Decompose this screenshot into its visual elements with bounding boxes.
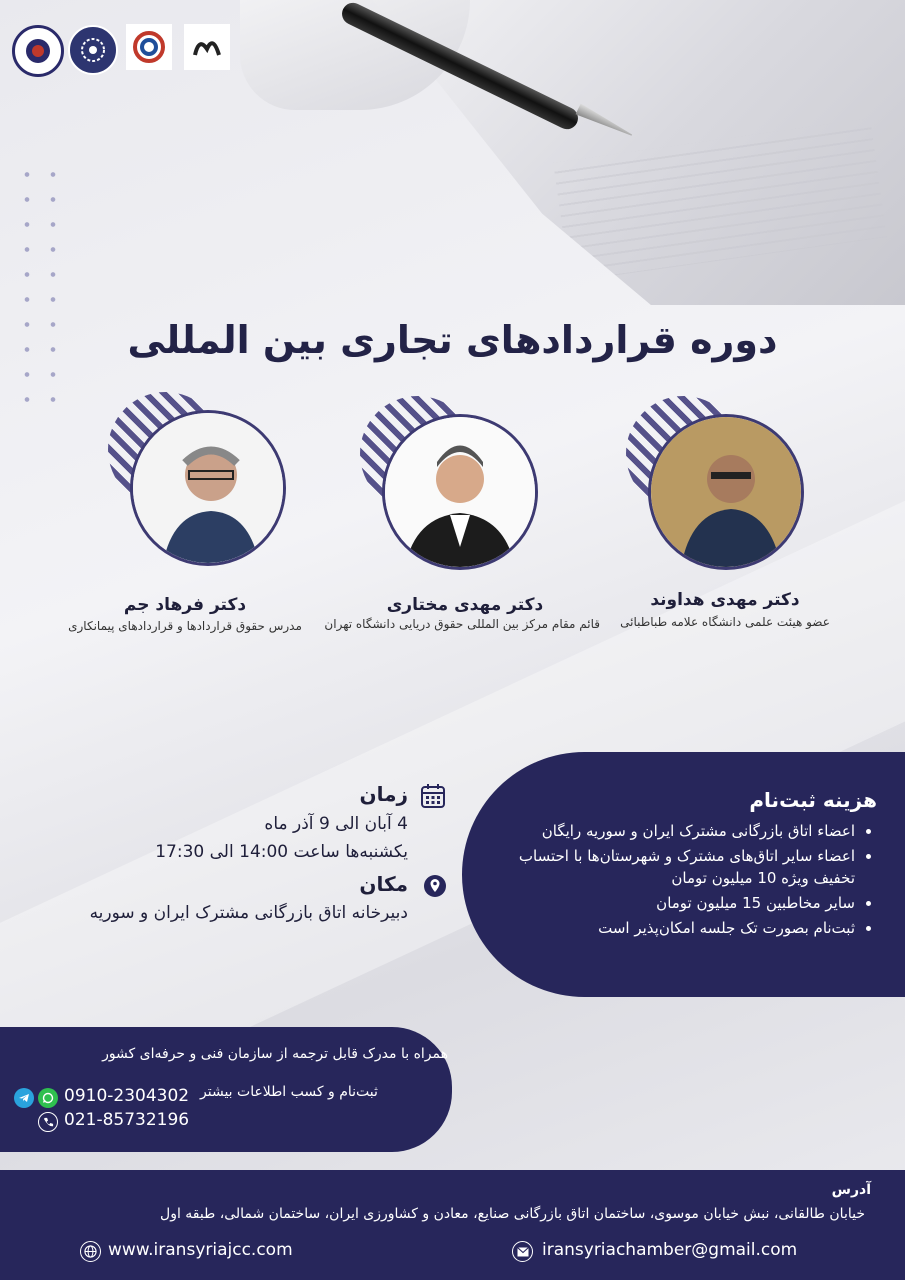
logo-4 bbox=[184, 24, 230, 70]
email-link[interactable]: iransyriachamber@gmail.com bbox=[542, 1240, 798, 1260]
calendar-icon bbox=[420, 783, 446, 809]
phone-icon bbox=[38, 1112, 58, 1132]
fee-title: هزینه ثبت‌نام bbox=[749, 788, 877, 812]
footer bbox=[0, 1170, 905, 1280]
speaker-2-name: دکتر مهدی مختاری bbox=[386, 595, 544, 615]
place-label: مکان bbox=[359, 872, 408, 896]
certificate-text: همراه با مدرک قابل ترجمه از سازمان فنی و حرفه‌ای کشور bbox=[102, 1046, 448, 1062]
hours-text: یکشنبه‌ها ساعت 14:00 الی 17:30 bbox=[155, 842, 408, 862]
speaker-2-role: قائم مقام مرکز بین المللی حقوق دریایی دانشگاه تهران bbox=[324, 617, 600, 631]
register-text: ثبت‌نام و کسب اطلاعات بیشتر bbox=[200, 1084, 378, 1100]
address-label: آدرس bbox=[831, 1182, 871, 1198]
website-link[interactable]: www.iransyriajcc.com bbox=[108, 1240, 293, 1260]
paper-lines bbox=[553, 118, 887, 281]
speaker-3-photo bbox=[130, 410, 286, 566]
date-text: 4 آبان الی 9 آذر ماه bbox=[264, 814, 408, 834]
logo-1 bbox=[12, 25, 64, 77]
speaker-3-role: مدرس حقوق قراردادها و قراردادهای پیمانکاری bbox=[68, 619, 302, 633]
fee-item: • اعضاء اتاق بازرگانی مشترک ایران و سوریه رایگان bbox=[495, 820, 855, 842]
dot-pattern bbox=[14, 162, 74, 402]
telegram-icon[interactable] bbox=[14, 1088, 34, 1108]
logo-2 bbox=[68, 25, 118, 75]
speaker-3-name: دکتر فرهاد جم bbox=[123, 595, 247, 615]
place-text: دبیرخانه اتاق بازرگانی مشترک ایران و سوریه bbox=[89, 903, 408, 923]
phone-number[interactable]: 021-85732196 bbox=[64, 1110, 190, 1130]
address-text: خیابان طالقانی، نبش خیابان موسوی، ساختمان اتاق بازرگانی صنایع، معادن و کشاورزی ایران، ساختمان شمالی، طبقه اول bbox=[160, 1206, 865, 1222]
fee-item: • اعضاء سایر اتاق‌های مشترک و شهرستان‌ها با احتساب تخفیف ویژه 10 میلیون تومان bbox=[495, 845, 855, 889]
fee-item: • ثبت‌نام بصورت تک جلسه امکان‌پذیر است bbox=[495, 917, 855, 939]
speaker-2-photo bbox=[382, 414, 538, 570]
whatsapp-icon[interactable] bbox=[38, 1088, 58, 1108]
globe-icon bbox=[80, 1241, 101, 1262]
logo-3 bbox=[126, 24, 172, 70]
fee-list bbox=[495, 820, 871, 942]
speaker-1-role: عضو هیئت علمی دانشگاه علامه طباطبائی bbox=[620, 615, 830, 629]
speaker-1-name: دکتر مهدی هداوند bbox=[650, 590, 800, 610]
mobile-number[interactable]: 0910-2304302 bbox=[64, 1086, 190, 1106]
speaker-1-photo bbox=[648, 414, 804, 570]
location-pin-icon bbox=[423, 874, 447, 898]
time-label: زمان bbox=[359, 782, 408, 806]
course-title: دوره قراردادهای تجاری بین المللی bbox=[127, 318, 778, 362]
mail-icon bbox=[512, 1241, 533, 1262]
fee-item: • سایر مخاطبین 15 میلیون تومان bbox=[495, 892, 855, 914]
